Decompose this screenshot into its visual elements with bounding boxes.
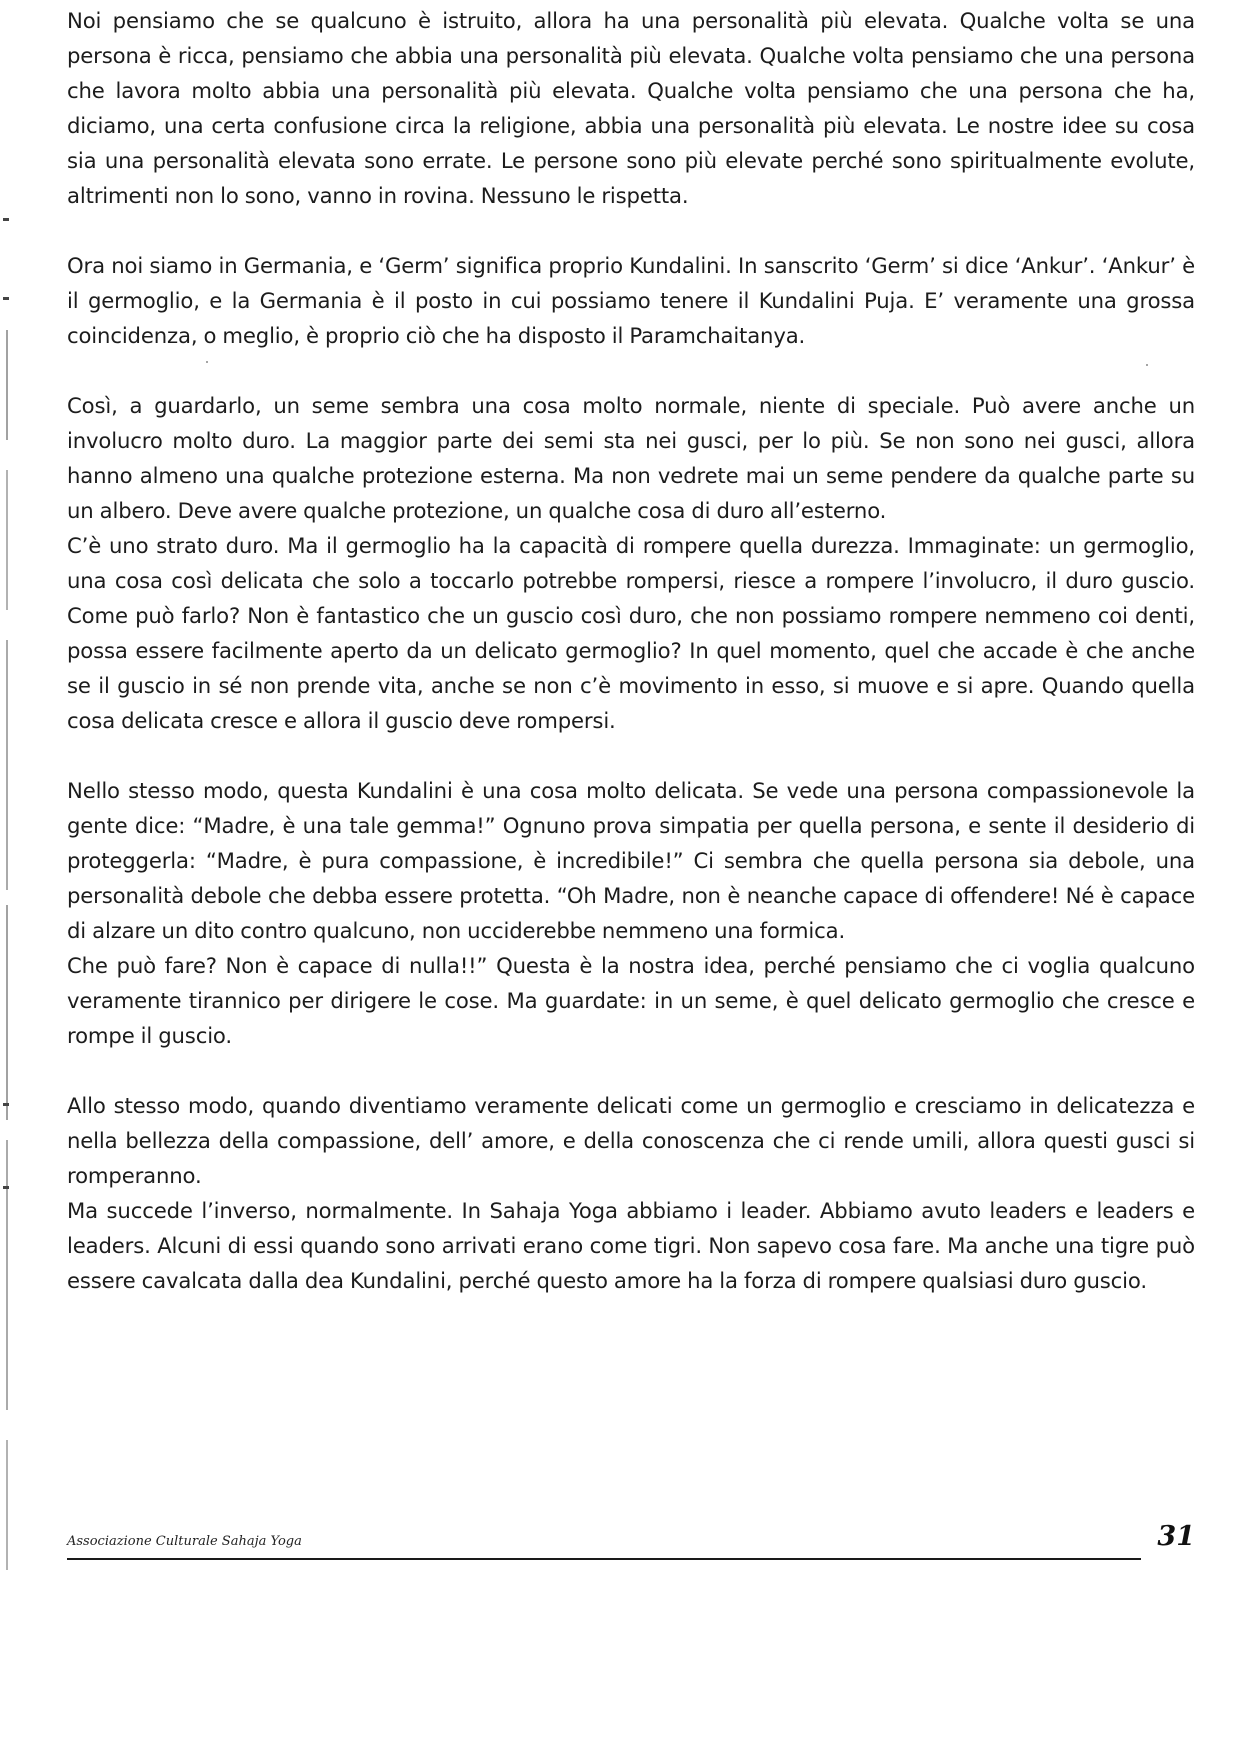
paragraph: Noi pensiamo che se qualcuno è istruito, allora ha una personalità più elevata. Qualche volta se una persona è ricca, pensiamo che abbia una personalità più elevata. Qualche volta pensiamo che una persona che lavora molto abbia una personalità più elevata. Qualche volta pensiamo che una persona che ha, diciamo, una certa confusione circa la religione, abbia una personalità più elevata. Le nostre idee su cosa sia una personalità elevata sono errate. Le persone sono più elevate perché sono spiritualmente evolute, altrimenti non lo sono, vanno in rovina. Nessuno le rispetta.: [67, 8, 1195, 208]
paragraph: Così, a guardarlo, un seme sembra una cosa molto normale, niente di speciale. Può avere anche un involucro molto duro. La maggior parte dei semi sta nei gusci, per lo più. Se non sono nei gusci, allora hanno almeno una qualche protezione esterna. Ma non vedrete mai un seme pendere da qualche parte su un albero. Deve avere qualche protezione, un qualche cosa di duro all’esterno.: [67, 393, 1195, 523]
paragraph: Ora noi siamo in Germania, e ‘Germ’ significa proprio Kundalini. In sanscrito ‘Germ’ si dice ‘Ankur’. ‘Ankur’ è il germoglio, e la Germania è il posto in cui possiamo tenere il Kundalini Puja. E’ veramente una grossa coincidenza, o meglio, è proprio ciò che ha disposto il Paramchaitanya.: [67, 253, 1195, 348]
scan-margin-tick: [3, 1103, 9, 1106]
page-number: 31: [1157, 1521, 1195, 1552]
scan-margin-line: [6, 470, 8, 610]
scan-margin-line: [6, 905, 8, 1120]
publisher-name: Associazione Culturale Sahaja Yoga: [67, 1534, 302, 1549]
paragraph: Allo stesso modo, quando diventiamo veramente delicati come un germoglio e cresciamo in delicatezza e nella bellezza della compassione, dell’ amore, e della conoscenza che ci rende umili, allora questi gusci si romperanno.: [67, 1093, 1195, 1188]
scan-margin-tick: [3, 1186, 9, 1189]
body-text: [67, 0, 1195, 1298]
scan-margin-line: [6, 1140, 8, 1410]
page-footer: [67, 1521, 1195, 1567]
footer-rule: [67, 1558, 1141, 1560]
scan-margin-line: [6, 1440, 8, 1570]
paragraph: Che può fare? Non è capace di nulla!!” Questa è la nostra idea, perché pensiamo che ci voglia qualcuno veramente tirannico per dirigere le cose. Ma guardate: in un seme, è quel delicato germoglio che cresce e rompe il guscio.: [67, 953, 1195, 1048]
scan-margin-line: [6, 330, 8, 440]
paragraph: Nello stesso modo, questa Kundalini è una cosa molto delicata. Se vede una persona compassionevole la gente dice: “Madre, è una tale gemma!” Ognuno prova simpatia per quella persona, e sente il desiderio di proteggerla: “Madre, è pura compassione, è incredibile!” Ci sembra che quella persona sia debole, una personalità debole che debba essere protetta. “Oh Madre, non è neanche capace di offendere! Né è capace di alzare un dito contro qualcuno, non ucciderebbe nemmeno una formica.: [67, 778, 1195, 943]
scan-margin-tick: [3, 297, 9, 300]
paragraph: Ma succede l’inverso, normalmente. In Sahaja Yoga abbiamo i leader. Abbiamo avuto leaders e leaders e leaders. Alcuni di essi quando sono arrivati erano come tigri. Non sapevo cosa fare. Ma anche una tigre può essere cavalcata dalla dea Kundalini, perché questo amore ha la forza di rompere qualsiasi duro guscio.: [67, 1198, 1195, 1293]
scan-margin-line: [6, 640, 8, 890]
paragraph: C’è uno strato duro. Ma il germoglio ha la capacità di rompere quella durezza. Immaginate: un germoglio, una cosa così delicata che solo a toccarlo potrebbe rompersi, riesce a rompere l’involucro, il duro guscio. Come può farlo? Non è fantastico che un guscio così duro, che non possiamo rompere nemmeno coi denti, possa essere facilmente aperto da un delicato germoglio? In quel momento, quel che accade è che anche se il guscio in sé non prende vita, anche se non c’è movimento in esso, si muove e si apre. Quando quella cosa delicata cresce e allora il guscio deve rompersi.: [67, 533, 1195, 733]
scan-margin-tick: [3, 218, 9, 221]
